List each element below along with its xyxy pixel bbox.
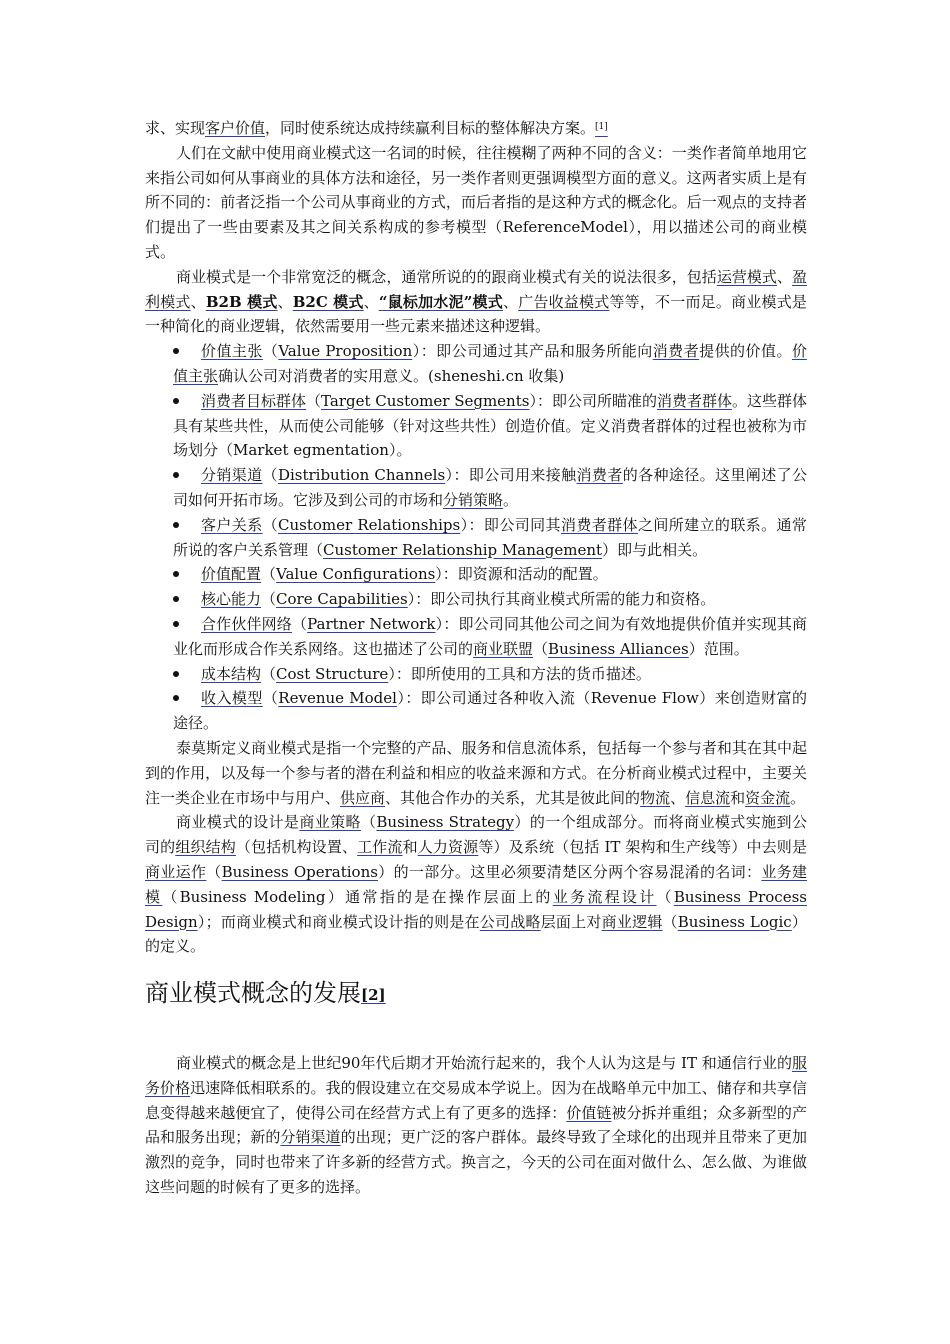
link-customer-value[interactable]: 客户价值 (205, 119, 266, 137)
link-customer-relationships-en[interactable]: Customer Relationships (278, 515, 461, 534)
link-business-strategy[interactable]: 商业策略 (299, 813, 361, 832)
link-logistics[interactable]: 物流 (640, 788, 671, 807)
link-distribution-channels-en[interactable]: Distribution Channels (277, 466, 446, 485)
business-model-elements-list (145, 339, 807, 736)
link-service-price[interactable]: 服务价格 (145, 1054, 807, 1097)
link-profit-model[interactable]: 盈利模式 (145, 267, 807, 311)
link-supplier[interactable]: 供应商 (340, 788, 386, 807)
list-item-distribution (145, 463, 807, 513)
text: 层面上对 (540, 912, 602, 931)
list-item-target-customer (145, 389, 807, 463)
link-distribution-channel[interactable]: 分销渠道 (280, 1128, 341, 1147)
link-business-process-design-en[interactable]: Business Process Design (145, 887, 807, 931)
text: ）：即公司用来接触 (445, 466, 577, 485)
section-title: 商业模式概念的发展 (145, 979, 361, 1008)
link-value-configurations-en[interactable]: Value Configurations (276, 565, 436, 584)
text: （ (306, 391, 322, 410)
link-capital-flow[interactable]: 资金流 (745, 788, 791, 807)
link-target-customer[interactable]: 消费者目标群体 (201, 391, 307, 410)
paragraph-broad-concept (145, 265, 807, 339)
link-b2b-model[interactable]: B2B 模式 (205, 292, 278, 311)
link-organization-structure[interactable]: 组织结构 (175, 838, 236, 857)
text: （ (261, 590, 277, 609)
link-business-operations[interactable]: 商业运作 (145, 862, 207, 881)
paragraph-timmers-definition (145, 736, 807, 810)
text: ）：即资源和活动的配置。 (435, 565, 608, 584)
text: ）即与此相关。 (602, 540, 708, 559)
text: ）：即公司同其他公司之间为有效地提供价值并实现其商业化而形成合作关系网络。这也描述了公司的 (173, 614, 807, 658)
bullet-icon (173, 621, 179, 627)
reference-1: [1] (595, 122, 608, 132)
text: ）：即公司执行其商业模式所需的能力和资格。 (407, 590, 716, 609)
link-target-customer-en[interactable]: Target Customer Segments (321, 391, 530, 410)
link-revenue-model[interactable]: 收入模型 (201, 689, 263, 708)
link-clicks-and-mortar-model[interactable]: “鼠标加水泥”模式 (378, 292, 503, 311)
bullet-icon (173, 522, 179, 528)
text: 商业模式的概念是上世纪90年代后期才开始流行起来的，我个人认为这是与 IT 和通信行业的 (176, 1054, 792, 1073)
link-consumer-group[interactable]: 消费者群体 (560, 515, 638, 534)
link-business-logic[interactable]: 商业逻辑 (601, 912, 663, 931)
text: （Business Modeling）通常指的是在操作层面上的 (162, 887, 553, 906)
link-workflow[interactable]: 工作流 (357, 838, 403, 857)
text: ）的一部分。这里必须要清楚区分两个容易混淆的名词： (377, 862, 762, 881)
link-value-proposition[interactable]: 价值主张 (201, 342, 263, 361)
link-value-chain[interactable]: 价值链 (566, 1103, 612, 1122)
bullet-icon (173, 398, 179, 404)
text: 之间所建立的联系。通常所说的客户关系管理（ (173, 515, 807, 559)
text: 和 (402, 838, 418, 857)
text: ）；而商业模式和商业模式设计指的则是在 (197, 912, 480, 931)
link-cost-structure-en[interactable]: Cost Structure (276, 664, 389, 683)
link-consumer[interactable]: 消费者 (576, 466, 623, 485)
link-partner-network[interactable]: 合作伙伴网络 (201, 614, 292, 633)
text: 的各种途径。这里阐述了公司如何开拓市场。它涉及到公司的市场和 (173, 466, 807, 509)
text: （ (291, 614, 308, 633)
text: ）范围。 (688, 639, 749, 658)
text: （ (262, 515, 279, 534)
text: （ (662, 912, 678, 931)
text: 被分拆并重组；众多新型的产品和服务出现；新的 (145, 1103, 807, 1147)
separator: 和 (730, 788, 746, 807)
link-consumer[interactable]: 消费者 (652, 342, 700, 361)
text: 。这些群体具有某些共性，从而使公司能够（针对这些共性）创造价值。定义消费者群体的过程也被称为市场划分（Market egmentation）。 (173, 391, 807, 460)
text: （ (261, 664, 277, 683)
text: （ (262, 689, 279, 708)
document-page (145, 115, 807, 1200)
separator: 、 (190, 292, 206, 311)
link-customer-relationships[interactable]: 客户关系 (201, 515, 263, 534)
separator: 、 (670, 788, 686, 807)
text: ）的定义。 (145, 912, 807, 956)
list-item-revenue-model (145, 686, 807, 736)
list-item-partner-network (145, 612, 807, 662)
text: 迅速降低相联系的。我的假设建立在交易成本学说上。因为在战略单元中加工、储存和共享信息变得越来越便宜了，使得公司在经营方式上有了更多的选择： (145, 1078, 807, 1122)
link-core-capabilities-en[interactable]: Core Capabilities (276, 590, 408, 609)
separator: 、 (502, 292, 519, 311)
link-ad-revenue-model[interactable]: 广告收益模式 (518, 292, 610, 311)
link-corporate-strategy[interactable]: 公司战略 (479, 912, 541, 931)
text: （ (656, 887, 674, 906)
list-item-cost-structure (145, 662, 807, 687)
text: （ (206, 862, 222, 881)
text: 商业模式是一个非常宽泛的概念，通常所说的的跟商业模式有关的说法很多，包括 (176, 267, 717, 286)
text: 商业模式的设计是 (176, 813, 300, 832)
text: ，同时使系统达成持续赢利目标的整体解决方案。 (265, 119, 596, 137)
list-item-core-capabilities (145, 587, 807, 612)
text: （ (360, 813, 377, 832)
separator: 、 (363, 292, 379, 311)
paragraph-intro-end (145, 115, 807, 141)
text: ）：即公司同其 (460, 515, 561, 534)
text: ）的一个组成部分。而将商业模式实施到公司的 (145, 813, 807, 857)
separator: 、 (277, 292, 293, 311)
reference-link-1[interactable] (595, 119, 608, 137)
link-crm[interactable]: Customer Relationship Management (323, 540, 603, 559)
separator: 、 (776, 267, 792, 286)
link-value-configurations[interactable]: 价值配置 (201, 565, 262, 584)
text: 等等，不一而足。商业模式是一种简化的商业逻辑，依然需要用一些元素来描述这种逻辑。 (145, 292, 807, 336)
link-core-capabilities[interactable]: 核心能力 (201, 590, 262, 609)
text: （ (533, 639, 549, 658)
bullet-icon (173, 671, 179, 677)
link-b2c-model[interactable]: B2C 模式 (292, 292, 364, 311)
paragraph-development (145, 1051, 807, 1200)
link-business-alliances-en[interactable]: Business Alliances (548, 639, 689, 658)
text: 确认公司对消费者的实用意义。(sheneshi.cn 收集) (218, 366, 565, 385)
link-business-logic-en[interactable]: Business Logic (677, 912, 792, 931)
text: ）：即所使用的工具和方法的货币描述。 (388, 664, 651, 683)
list-item-customer-relationships (145, 513, 807, 563)
link-revenue-model-en[interactable]: Revenue Model (278, 689, 397, 708)
link-value-proposition-2[interactable]: 价值主张 (173, 342, 807, 385)
link-business-operations-en[interactable]: Business Operations (221, 862, 378, 881)
text: 泰莫斯定义商业模式是指一个完整的产品、服务和信息流体系，包括每一个参与者和其在其中起到的作用，以及每一个参与者的潜在利益和相应的收益来源和方式。在分析商业模式过程中，主要关注一类企业在市场中与用户、 (145, 738, 807, 807)
link-consumer-group[interactable]: 消费者群体 (656, 391, 732, 410)
text: 、其他合作办的关系，尤其是彼此间的 (385, 788, 641, 807)
paragraph-design (145, 810, 807, 959)
text: （ (261, 565, 277, 584)
paragraph-definition: 人们在文献中使用商业模式这一名词的时候，往往模糊了两种不同的含义：一类作者简单地用它来指公司如何从事商业的具体方法和途径，另一类作者则更强调模型方面的意义。这两者实质上是有所不同的：前者泛指一个公司从事商业的方式，而后者指的是这种方式的概念化。后一观点的支持者们提出了一些由要素及其之间关系构成的参考模型（ReferenceModel），用以描述公司的商业模式。 (145, 143, 807, 261)
link-operation-model[interactable]: 运营模式 (716, 267, 777, 286)
text: 求、实现 (145, 119, 206, 137)
link-distribution-strategy[interactable]: 分销策略 (443, 490, 504, 509)
link-business-process-design[interactable]: 业务流程设计 (552, 887, 657, 906)
link-information-flow[interactable]: 信息流 (685, 788, 731, 807)
text: ）：即公司通过各种收入流（Revenue Flow）来创造财富的途径。 (173, 689, 807, 733)
text: 。 (790, 788, 806, 807)
list-item-value-proposition (145, 339, 807, 389)
link-business-alliance[interactable]: 商业联盟 (473, 639, 534, 658)
text: （ (262, 342, 279, 361)
text: （包括机构设置、 (235, 838, 358, 857)
text: （ (262, 466, 278, 485)
text: 提供的价值。 (699, 342, 792, 361)
link-partner-network-en[interactable]: Partner Network (307, 614, 436, 633)
text: ）：即公司通过其产品和服务所能向 (412, 342, 653, 361)
reference-link-2[interactable]: [2] (361, 986, 386, 1005)
link-business-strategy-en[interactable]: Business Strategy (376, 813, 515, 832)
section-heading (145, 977, 807, 1011)
text: 等）及系统（包括 IT 架构和生产线等）中去则是 (478, 838, 807, 857)
text: 的出现；更广泛的客户群体。最终导致了全球化的出现并且带来了更加激烈的竞争，同时也带来了许多新的经营方式。换言之，今天的公司在面对做什么、怎么做、为谁做这些问题的时候有了更多的选择。 (145, 1128, 807, 1197)
link-distribution-channels[interactable]: 分销渠道 (201, 466, 263, 485)
text: ）：即公司所瞄准的 (529, 391, 657, 410)
link-cost-structure[interactable]: 成本结构 (201, 664, 262, 683)
link-business-modeling[interactable]: 业务建模 (145, 862, 807, 906)
link-value-proposition-en[interactable]: Value Proposition (278, 342, 413, 361)
text: 。 (503, 490, 519, 509)
link-human-resources[interactable]: 人力资源 (417, 838, 479, 857)
list-item-value-configurations (145, 562, 807, 587)
